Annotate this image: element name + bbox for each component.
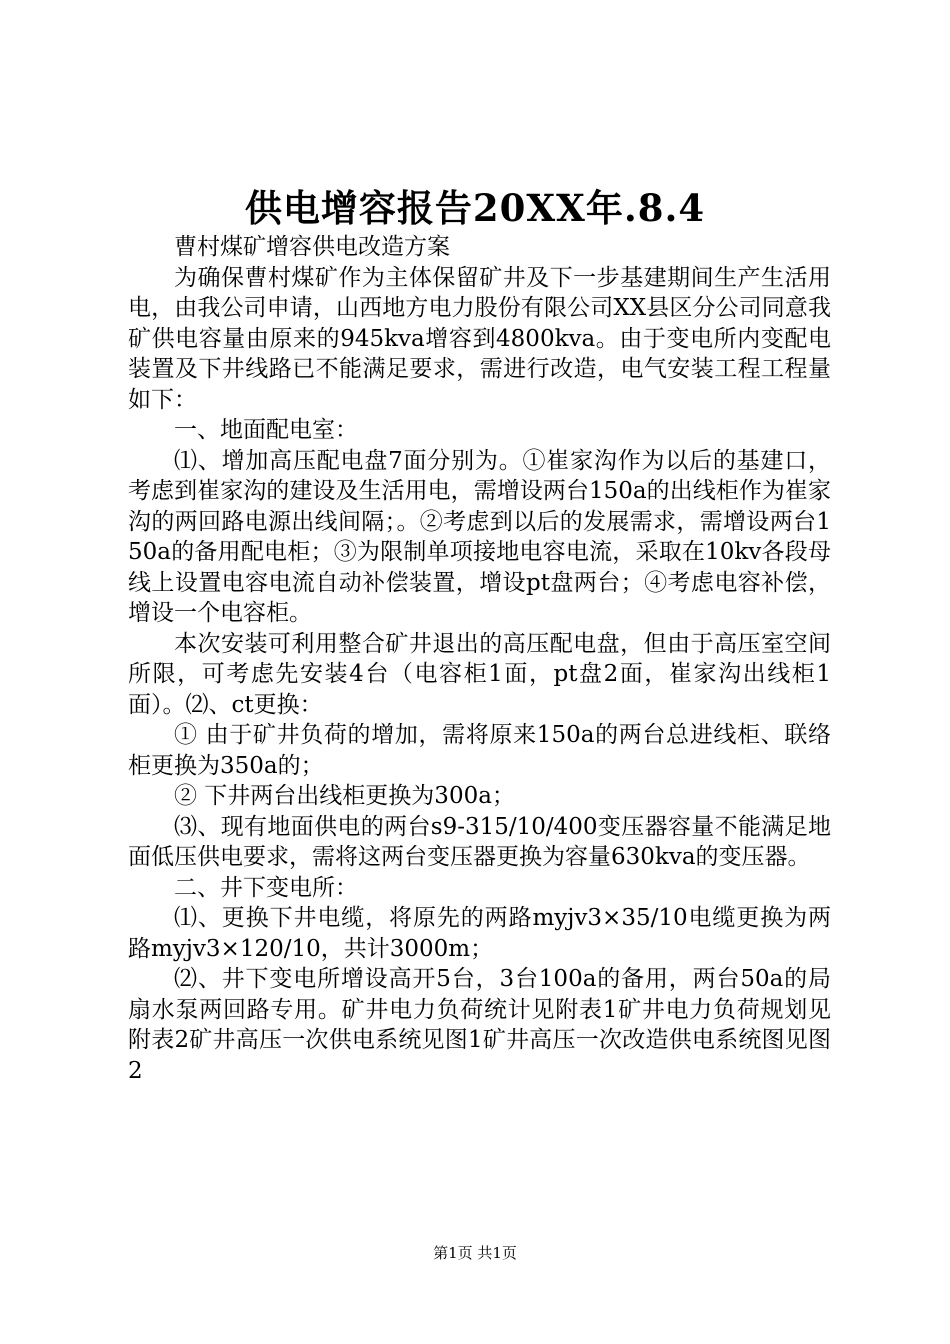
- paragraph-plan-title: 曹村煤矿增容供电改造方案: [174, 234, 450, 260]
- document-title: 供电增容报告20XX年.8.4: [244, 186, 706, 230]
- paragraph-item-1: ⑴、增加高压配电盘7面分别为。①崔家沟作为以后的基建口，考虑到崔家沟的建设及生活用电，需增设两台150a的出线柜作为崔家沟的两回路电源出线间隔；。②考虑到以后的发展需求，需增设两台150a的备用配电柜；③为限制单项接地电容电流，采取在10kv各段母线上设置电容电流自动补偿装置，增设pt盘两台；④考虑电容补偿，增设一个电容柜。: [128, 447, 831, 626]
- paragraph-ct-1: ① 由于矿井负荷的增加，需将原来150a的两台总进线柜、联络柜更换为350a的；: [128, 722, 831, 779]
- paragraph-intro: 为确保曹村煤矿作为主体保留矿井及下一步基建期间生产生活用电，由我公司申请，山西地方电力股份有限公司XX县区分公司同意我矿供电容量由原来的945kva增容到4800kva。由于变电所内变配电装置及下井线路已不能满足要求，需进行改造，电气安装工程工程量如下：: [128, 264, 831, 413]
- section-heading-ground-room: 一、地面配电室：: [174, 417, 358, 443]
- paragraph-underground-2: ⑵、井下变电所增设高开5台，3台100a的备用，两台50a的局扇水泵两回路专用。矿井电力负荷统计见附表1矿井电力负荷规划见附表2矿井高压一次供电系统见图1矿井高压一次改造供电系统图见图2: [128, 966, 831, 1084]
- paragraph-underground-1: ⑴、更换下井电缆，将原先的两路myjv3×35/10电缆更换为两路myjv3×120/10，共计3000m；: [128, 905, 831, 962]
- section-heading-underground: 二、井下变电所：: [174, 874, 358, 901]
- paragraph-ct-2: ② 下井两台出线柜更换为300a；: [174, 783, 515, 809]
- paragraph-install-note: 本次安装可利用整合矿井退出的高压配电盘，但由于高压室空间所限，可考虑先安装4台（电容柜1面，pt盘2面，崔家沟出线柜1面）。⑵、ct更换：: [128, 630, 831, 718]
- document-body: [128, 232, 831, 1086]
- paragraph-item-3: ⑶、现有地面供电的两台s9-315/10/400变压器容量不能满足地面低压供电要求，需将这两台变压器更换为容量630kva的变压器。: [128, 813, 831, 870]
- page-footer: 第1页 共1页: [433, 1244, 517, 1262]
